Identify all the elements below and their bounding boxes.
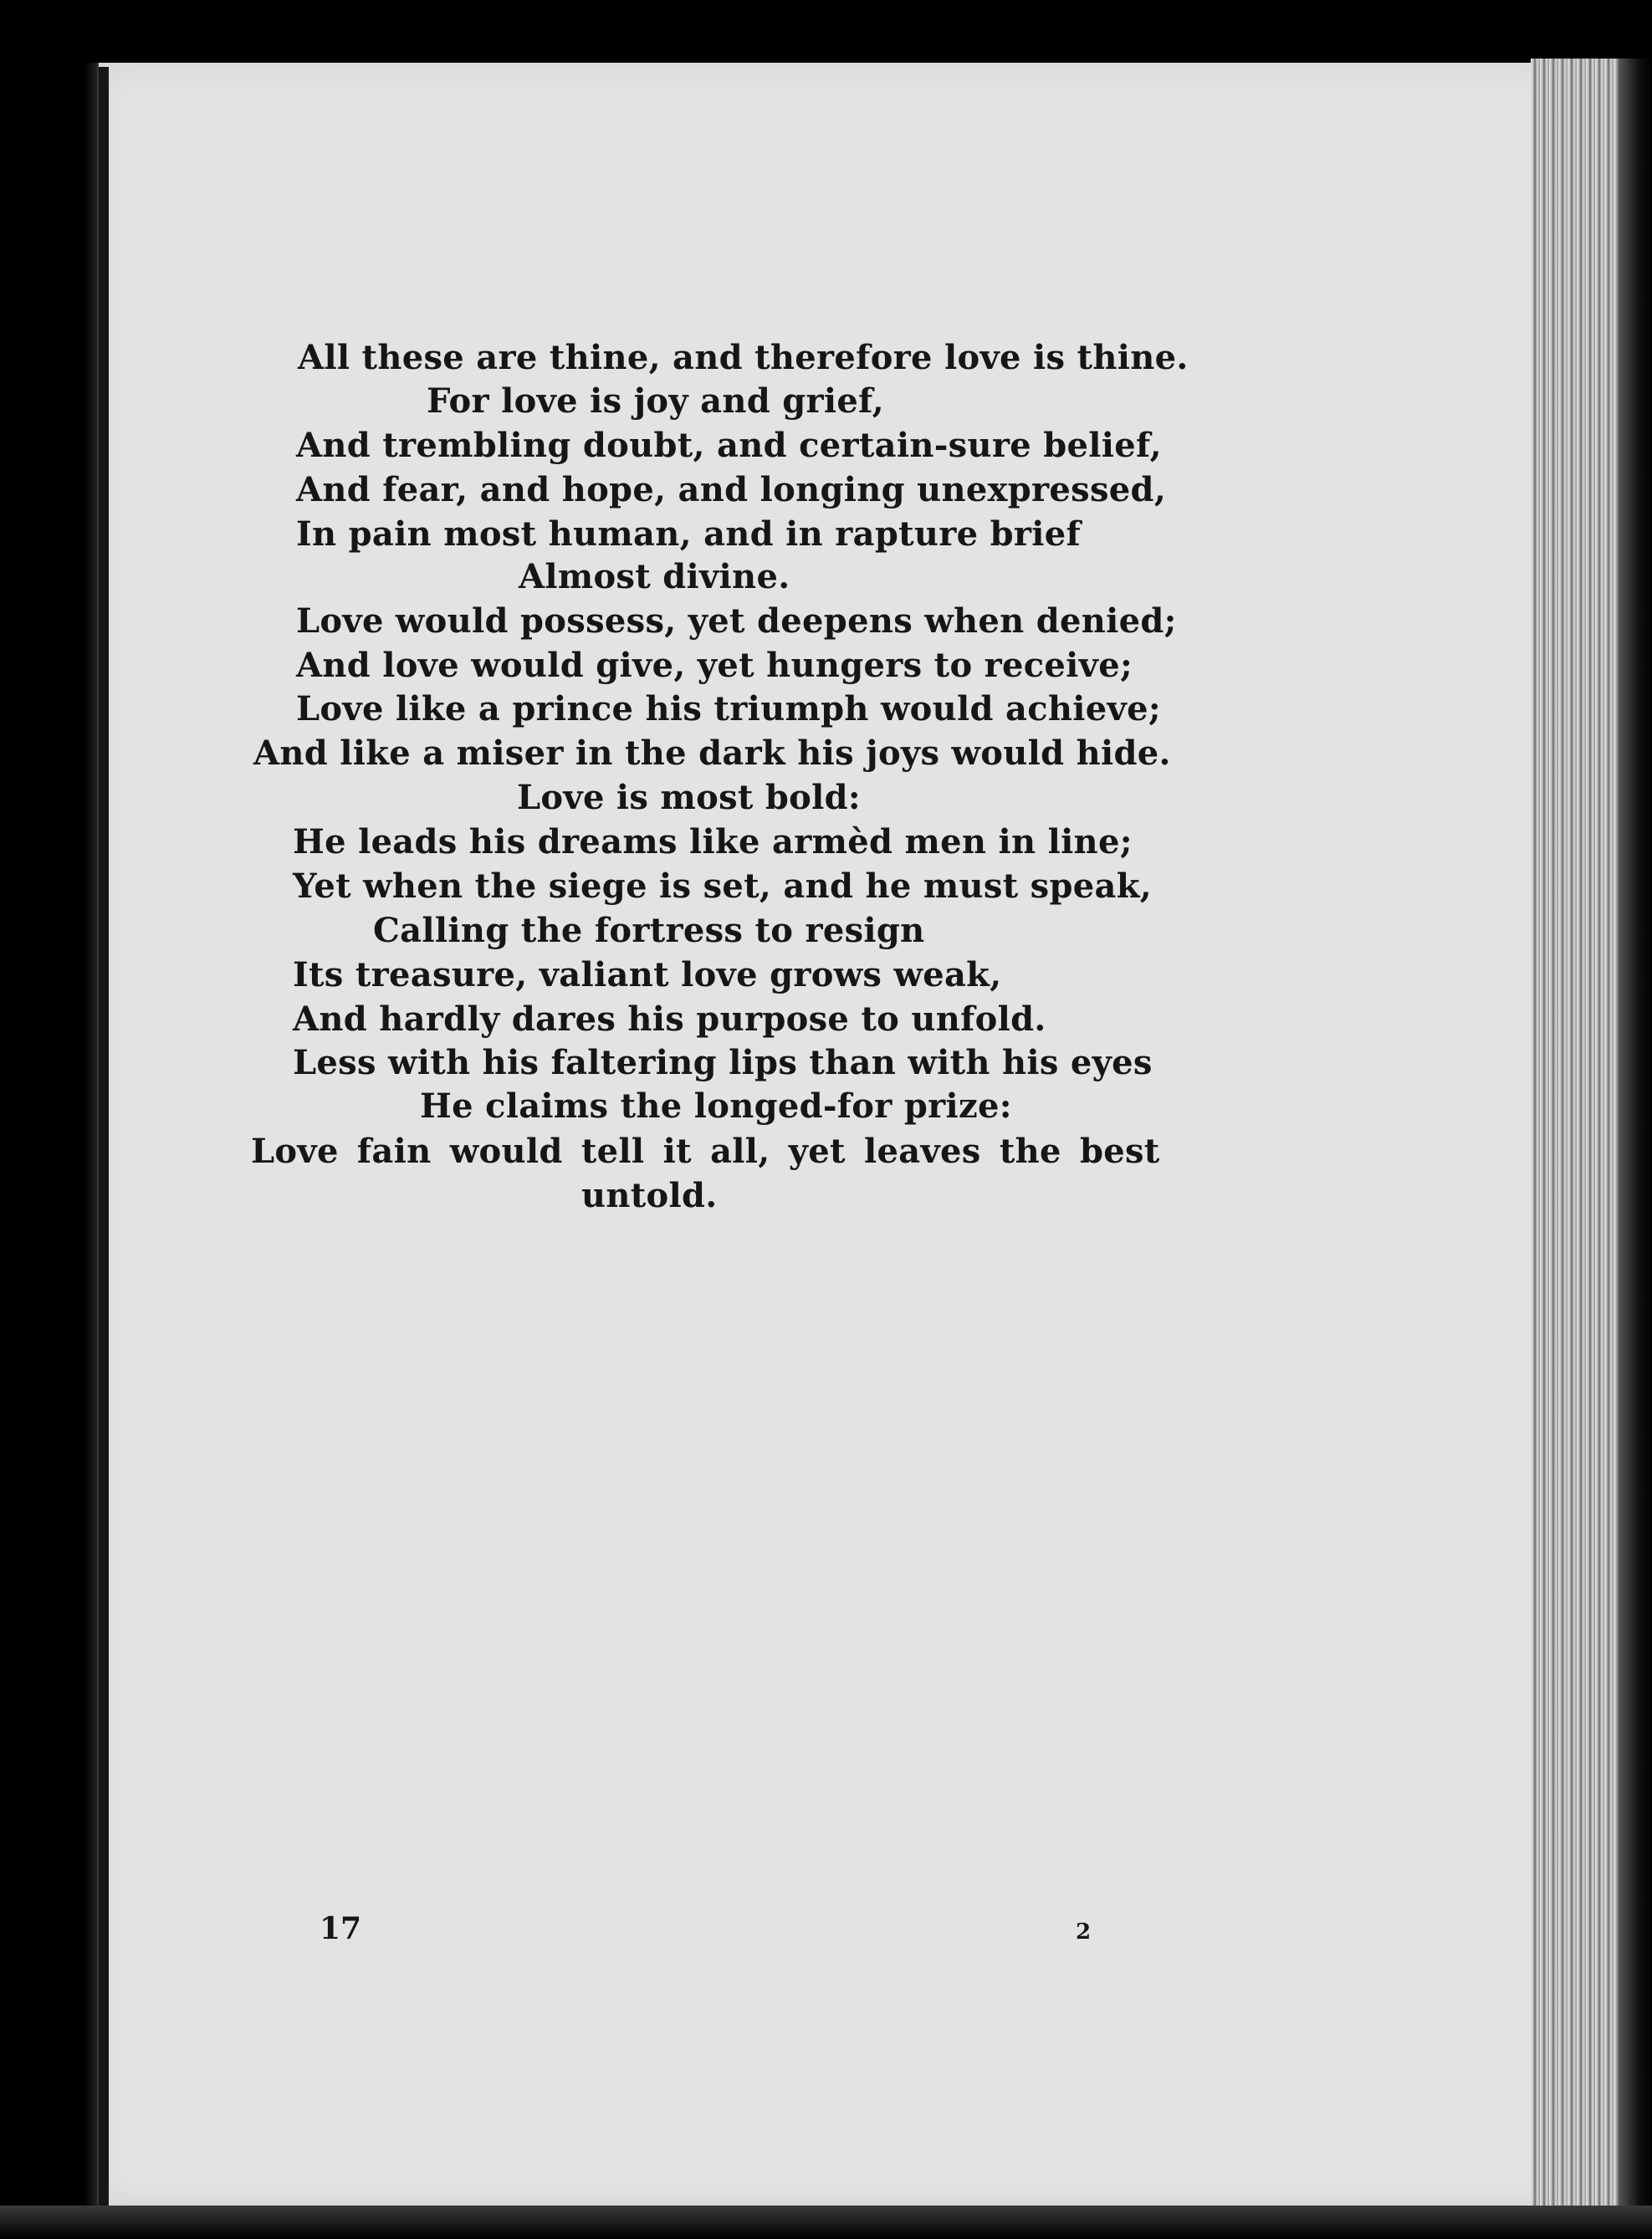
poem-line: And trembling doubt, and certain-sure belief,: [296, 426, 1162, 465]
signature-mark: 2: [1076, 1920, 1092, 1945]
poem-line: Love fain would tell it all, yet leaves the best: [251, 1132, 1160, 1171]
poem-line: Yet when the siege is set, and he must speak,: [293, 866, 1152, 906]
page-edges: [1531, 59, 1652, 2239]
poem-line: He claims the longed-for prize:: [420, 1086, 1012, 1126]
poem-line: untold.: [581, 1176, 718, 1215]
poem-line: For love is joy and grief,: [427, 381, 884, 421]
gutter-rule: [99, 67, 109, 2208]
poem-line: Love like a prince his triumph would achieve;: [296, 689, 1161, 728]
scan-background: [1234, 0, 1652, 63]
poem-line: He leads his dreams like armèd men in line;: [293, 822, 1133, 861]
poem-line: Love would possess, yet deepens when denied;: [296, 601, 1177, 641]
poem-line: Less with his faltering lips than with his eyes: [293, 1043, 1153, 1082]
poem-line: Calling the fortress to resign: [373, 911, 925, 950]
poem-line: Its treasure, valiant love grows weak,: [293, 955, 1002, 994]
poem-line: Almost divine.: [519, 557, 790, 596]
poem-line: All these are thine, and therefore love is thine.: [298, 338, 1189, 377]
page-number: 17: [320, 1911, 362, 1946]
poem-line: And like a miser in the dark his joys would hide.: [253, 734, 1171, 773]
poem-line: And hardly dares his purpose to unfold.: [293, 999, 1046, 1039]
poem-line: And love would give, yet hungers to receive;: [296, 646, 1133, 685]
scan-bottom-edge: [0, 2206, 1652, 2239]
poem-line: And fear, and hope, and longing unexpressed,: [296, 470, 1167, 509]
poem-line: In pain most human, and in rapture brief: [296, 514, 1082, 554]
poem-line: Love is most bold:: [517, 778, 861, 817]
